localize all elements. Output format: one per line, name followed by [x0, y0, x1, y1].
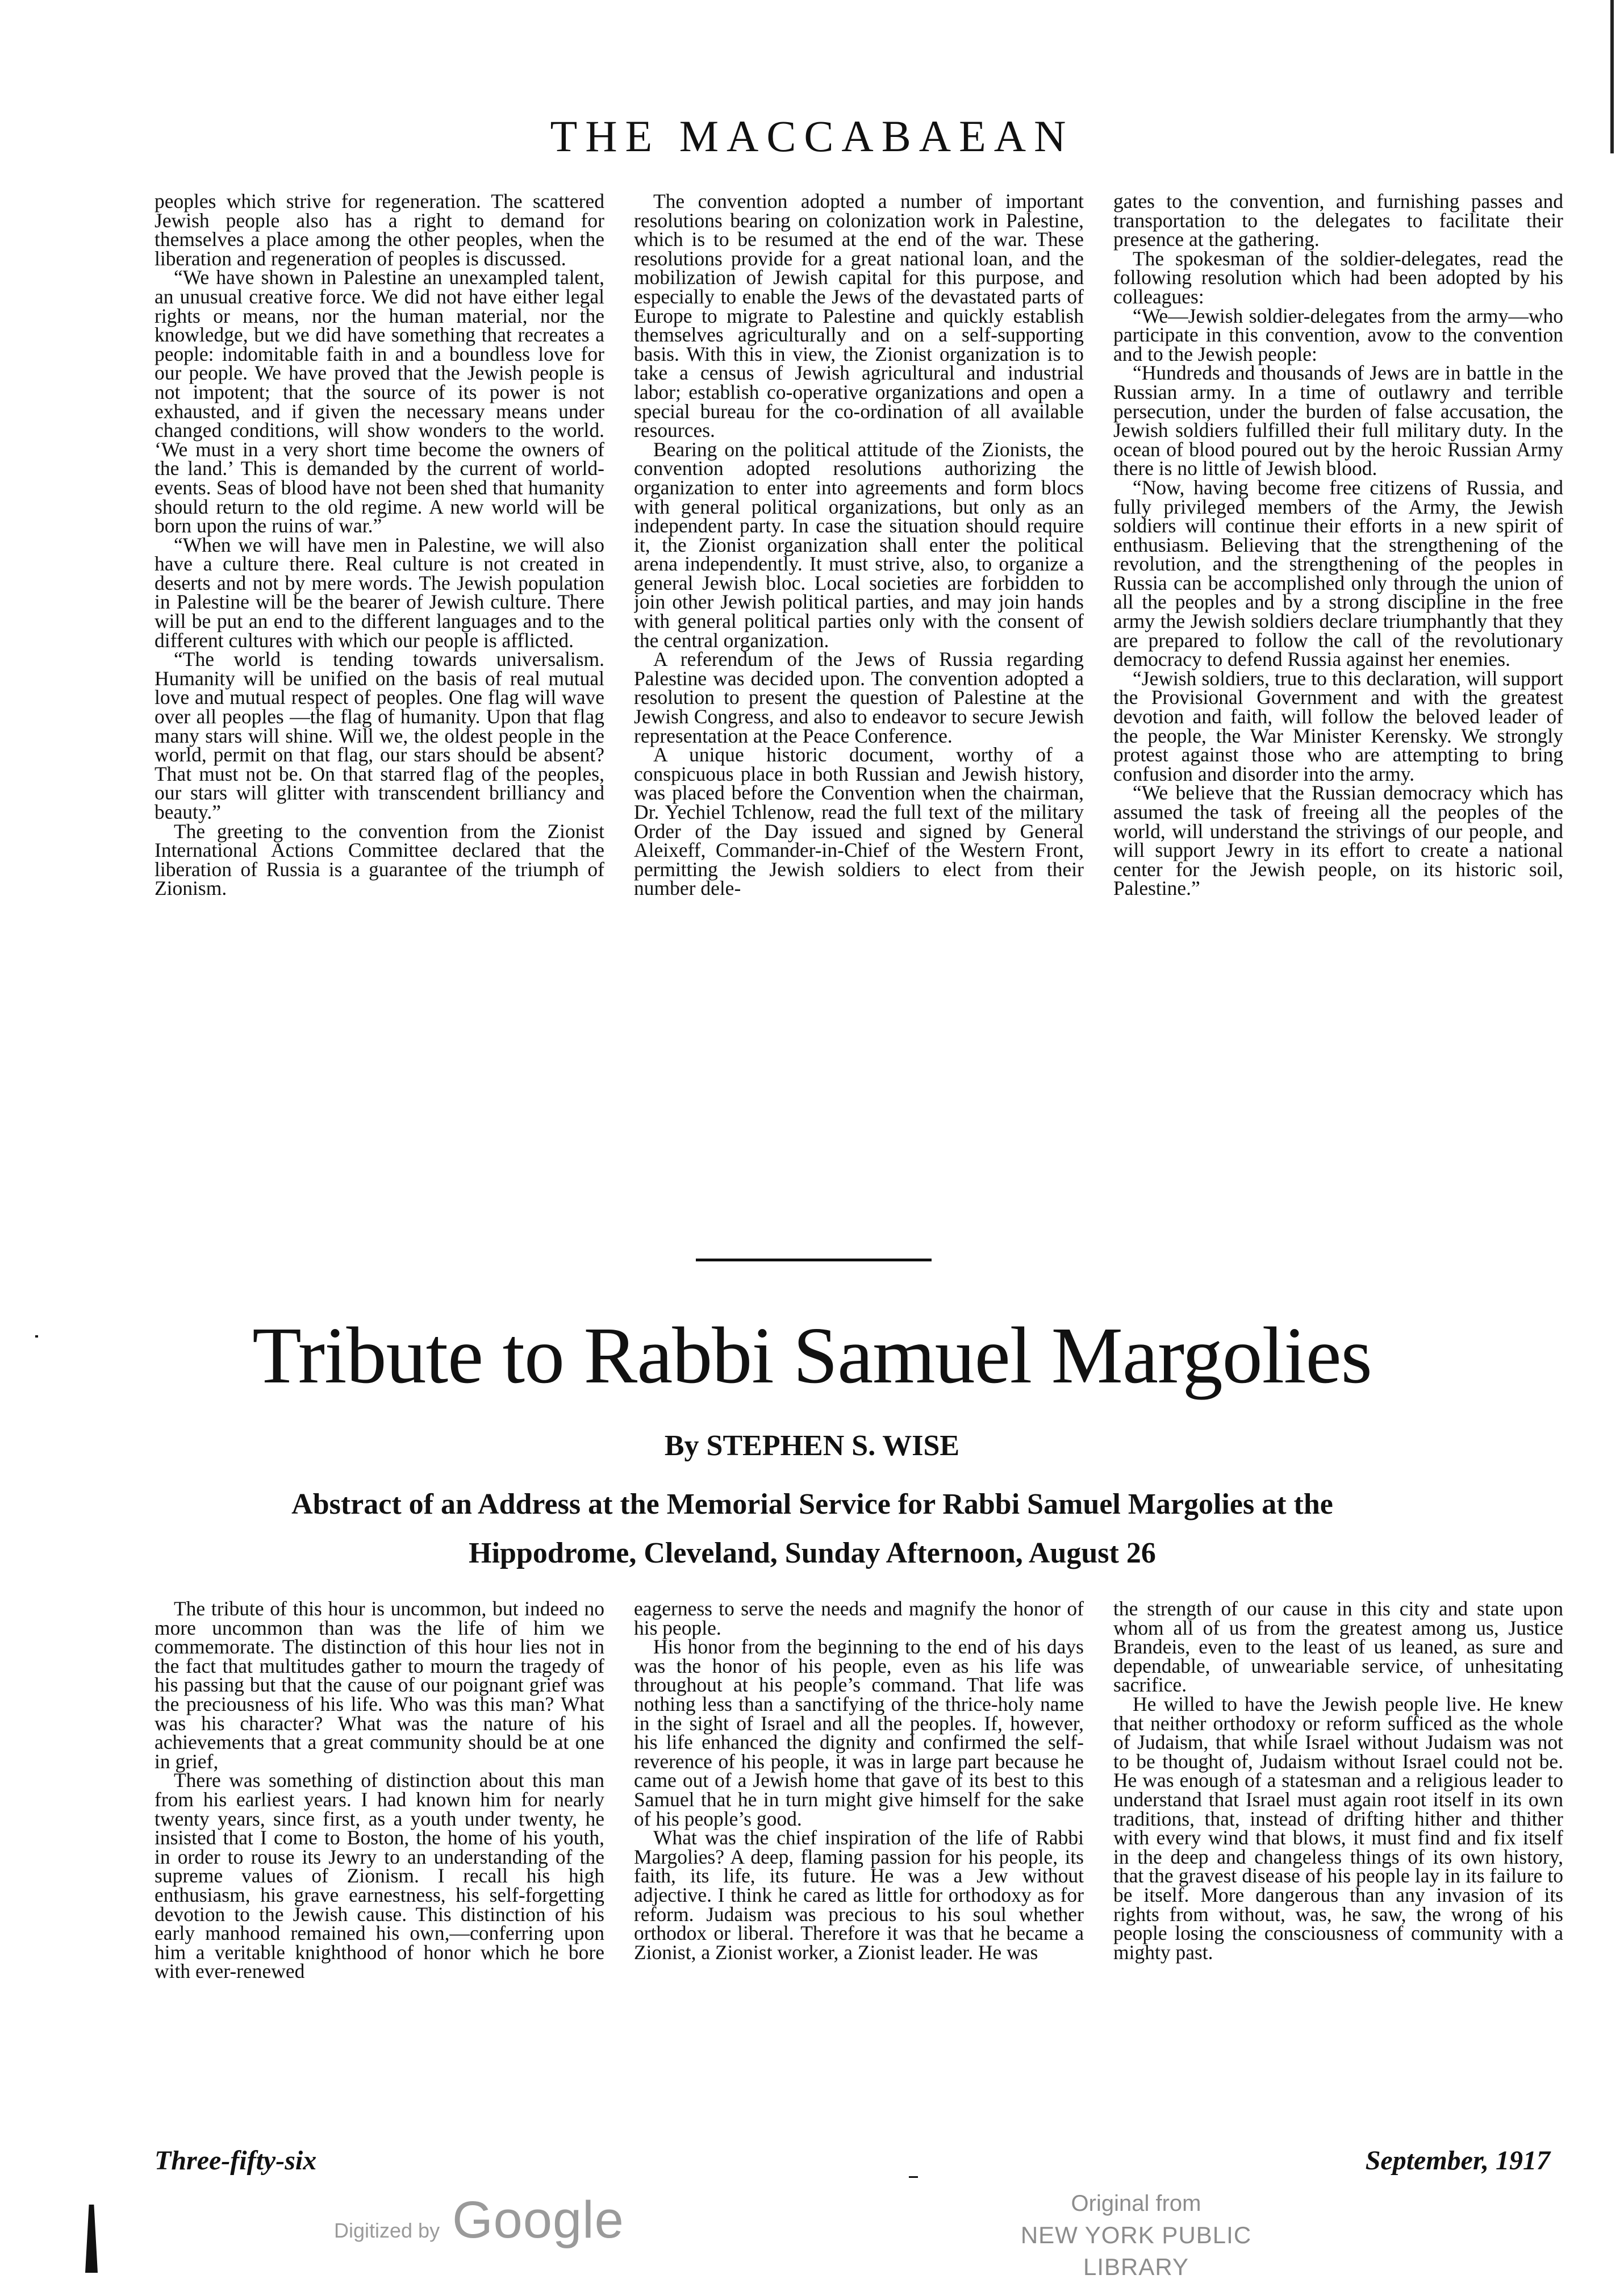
scan-mark: [909, 2176, 918, 2178]
paragraph: “We—Jewish soldier-delegates from the army—who participate in this convention, avow to the convention and to the Jewish people:: [1113, 304, 1563, 365]
scan-mark: [85, 2205, 98, 2273]
paragraph: A unique historic document, worthy of a conspicuous place in both Russian and Jewish history, was placed before the Convention when the chairman, Dr. Yechiel Tchlenow, read the full text of the military Order of the Day issued and signed by General Aleixeff, Commander-in-Chief of the Western Front, permitting the Jewish soldiers to elect from their number dele-: [634, 743, 1084, 900]
article-title: Tribute to Rabbi Samuel Margolies: [252, 1310, 1372, 1400]
paragraph: The greeting to the convention from the Zionist International Actions Committee declared that the liberation of Russia is a guarantee of the triumph of Zionism.: [155, 819, 604, 900]
column: [155, 192, 604, 1189]
source-watermark: [966, 2188, 1306, 2283]
paragraph: peoples which strive for regeneration. The scattered Jewish people also has a right to demand for themselves a place among the other peoples, when the liberation and regeneration of peoples is discussed.: [155, 192, 604, 270]
top-article-columns: [155, 192, 1563, 1189]
paragraph: What was the chief inspiration of the life of Rabbi Margolies? A deep, flaming passion for his people, its faith, its life, its future. He was a Jew without adjective. I think he cared as little for orthodoxy as for reform. Judaism was precious to his soul whether orthodox or liberal. Therefore it was that he became a Zionist, a Zionist worker, a Zionist leader. He was: [634, 1826, 1084, 1964]
column: [155, 1599, 604, 2119]
original-from-label: Original from: [1071, 2191, 1201, 2216]
article-byline: By STEPHEN S. WISE: [664, 1430, 960, 1462]
paragraph: The tribute of this hour is uncommon, but indeed no more uncommon than was the life of him we commemorate. The distinction of this hour lies not in the fact that multitudes gather to mourn the tragedy of his passing but that the cause of our poignant grief was the preciousness of his life. Who was this man? What was his character? What was the nature of his achievements that a great community should be at one in grief,: [155, 1599, 604, 1773]
paragraph: “The world is tending towards universalism. Humanity will be unified on the basis of real mutual love and mutual respect of peoples. One flag will wave over all peoples —the flag of humanity. Upon that flag many stars will shine. Will we, the oldest people in the world, permit on that flag, our stars should be absent? That must not be. On that starred flag of the peoples, our stars will glitter with transcendent brilliancy and beauty.”: [155, 648, 604, 823]
section-divider: [696, 1259, 932, 1261]
library-name: NEW YORK PUBLIC LIBRARY: [1020, 2222, 1252, 2280]
paragraph: He willed to have the Jewish people live. He knew that neither orthodoxy or reform sufficed as the whole of Judaism, that while Israel without Judaism was not to be thought of, Judaism without Israel could not be. He was enough of a statesman and a religious leader to understand that Israel must again root itself in its own traditions, that, instead of drifting hither and thither with every wind that blows, it must find and fix itself in the deep and changeless things of its own history, that the gravest disease of his people lay in its failure to be itself. More dangerous than any invasion of its rights from without, was, he saw, the wrong of his people losing the consciousness of community with a mighty past.: [1113, 1692, 1563, 1964]
scan-mark: [35, 1335, 38, 1338]
masthead: THE MACCABAEAN: [550, 111, 1074, 161]
paragraph: Bearing on the political attitude of the Zionists, the convention adopted resolutions authorizing the organization to enter into agreements and form blocs with general political organizations, but only as an independent party. In case the situation should require it, the Zionist organization shall enter the political arena independently. It must strive, also, to organize a general Jewish bloc. Local societies are forbidden to join other Jewish political parties, and may join hands with general political parties only with the consent of the central organization.: [634, 438, 1084, 652]
column: [634, 192, 1084, 1189]
paragraph: the strength of our cause in this city and state upon whom all of us from the greatest among us, Justice Brandeis, even to the least of us leaned, as sure and dependable, of unweariable service, of unhesitating sacrifice.: [1113, 1599, 1563, 1697]
paragraph: “Now, having become free citizens of Russia, and fully privileged members of the Army, the Jewish soldiers will continue their efforts in a new spirit of enthusiasm. Believing that the strengthening of the revolution, and the strengthening of the peoples in Russia can be accomplished only through the union of all the peoples and by a strong discipline in the free army the Jewish soldiers declare triumphantly that they are prepared to follow the call of the revolutionary democracy to defend Russia against her enemies.: [1113, 476, 1563, 671]
paragraph: eagerness to serve the needs and magnify the honor of his people.: [634, 1599, 1084, 1639]
google-logo: Google: [452, 2191, 624, 2249]
paragraph: “Hundreds and thousands of Jews are in battle in the Russian army. In a time of outlawry and terrible persecution, under the burden of false accusation, the Jewish soldiers fulfilled their full military duty. In the ocean of blood poured out by the heroic Russian Army there is no little of Jewish blood.: [1113, 361, 1563, 480]
article-subtitle: Abstract of an Address at the Memorial Service for Rabbi Samuel Margolies at the Hippodrome, Cleveland, Sunday Afternoon, August 26: [291, 1488, 1333, 1569]
paragraph: “Jewish soldiers, true to this declaration, will support the Provisional Government and with the greatest devotion and faith, will follow the beloved leader of the people, the War Minister Kerensky. We strongly protest against those who are attempting to bring confusion and disorder into the army.: [1113, 666, 1563, 785]
column: [1113, 192, 1563, 1189]
paragraph: The spokesman of the soldier-delegates, read the following resolution which had been adopted by his colleagues:: [1113, 247, 1563, 308]
paragraph: There was something of distinction about this man from his earliest years. I had known him for nearly twenty years, since first, as a youth under twenty, he insisted that I come to Boston, the home of his youth, in order to rouse its Jewry to an understanding of the supreme values of Zionism. I recall his high enthusiasm, his grave earnestness, his self-forgetting devotion to the Jewish cause. This distinction of his early manhood remained his own,—conferring upon him a veritable knighthood of honor which he bore with ever-renewed: [155, 1769, 604, 1983]
paragraph: His honor from the beginning to the end of his days was the honor of his people, even as his life was throughout at his people’s command. That life was nothing less than a sanctifying of the thrice-holy name in the sight of Israel and all the peoples. If, however, his life enhanced the dignity and confirmed the self-reverence of his people, it was in large part because he came out of a Jewish home that gave of its best to this Samuel that he in turn might give himself for the sake of his people’s good.: [634, 1635, 1084, 1830]
column: [1113, 1599, 1563, 2119]
paragraph: The convention adopted a number of important resolutions bearing on colonization work in Palestine, which is to be resumed at the end of the war. These resolutions provide for a great national loan, and the mobilization of Jewish capital for this purpose, and especially to enable the Jews of the devastated parts of Europe to migrate to Palestine and quickly establish themselves agriculturally and on a self-supporting basis. With this in view, the Zionist organization is to take a census of Jewish agricultural and industrial labor; establish co-operative organizations and open a special bureau for the co-ordination of all available resources.: [634, 192, 1084, 442]
column: [634, 1599, 1084, 2119]
bottom-article-columns: [155, 1599, 1563, 2119]
paragraph: A referendum of the Jews of Russia regarding Palestine was decided upon. The convention adopted a resolution to present the question of Palestine at the Jewish Congress, and also to endeavor to secure Jewish representation at the Peace Conference.: [634, 648, 1084, 747]
paragraph: gates to the convention, and furnishing passes and transportation to the delegates to facilitate their presence at the gathering.: [1113, 192, 1563, 251]
paragraph: “We believe that the Russian democracy which has assumed the task of freeing all the peoples of the world, will understand the strivings of our people, and will support Jewry in its effort to create a national center for the Jewish people, on its historic soil, Palestine.”: [1113, 781, 1563, 900]
digitized-by-label: Digitized by: [334, 2219, 440, 2242]
digitized-by-watermark: [334, 2190, 624, 2250]
paragraph: “We have shown in Palestine an unexampled talent, an unusual creative force. We did not have either legal rights or means, nor the human material, nor the knowledge, but we did have something that recreates a people: indomitable faith in and a boundless love for our people. We have proved that the Jewish people is not impotent; that the source of its power is not exhausted, and if given the necessary means under changed conditions, will show wonders to the world. ‘We must in a very short time become the owners of the land.’ This is demanded by the current of world-events. Seas of blood have not been shed that humanity should return to the old regime. A new world will be born upon the ruins of war.”: [155, 266, 604, 538]
page-number: Three-fifty-six: [155, 2145, 317, 2176]
issue-date: September, 1917: [1365, 2145, 1550, 2176]
paragraph: “When we will have men in Palestine, we will also have a culture there. Real culture is not created in deserts and not by mere words. The Jewish population in Palestine will be the bearer of Jewish culture. There will be put an end to the different languages and to the different cultures with which our people is afflicted.: [155, 533, 604, 652]
